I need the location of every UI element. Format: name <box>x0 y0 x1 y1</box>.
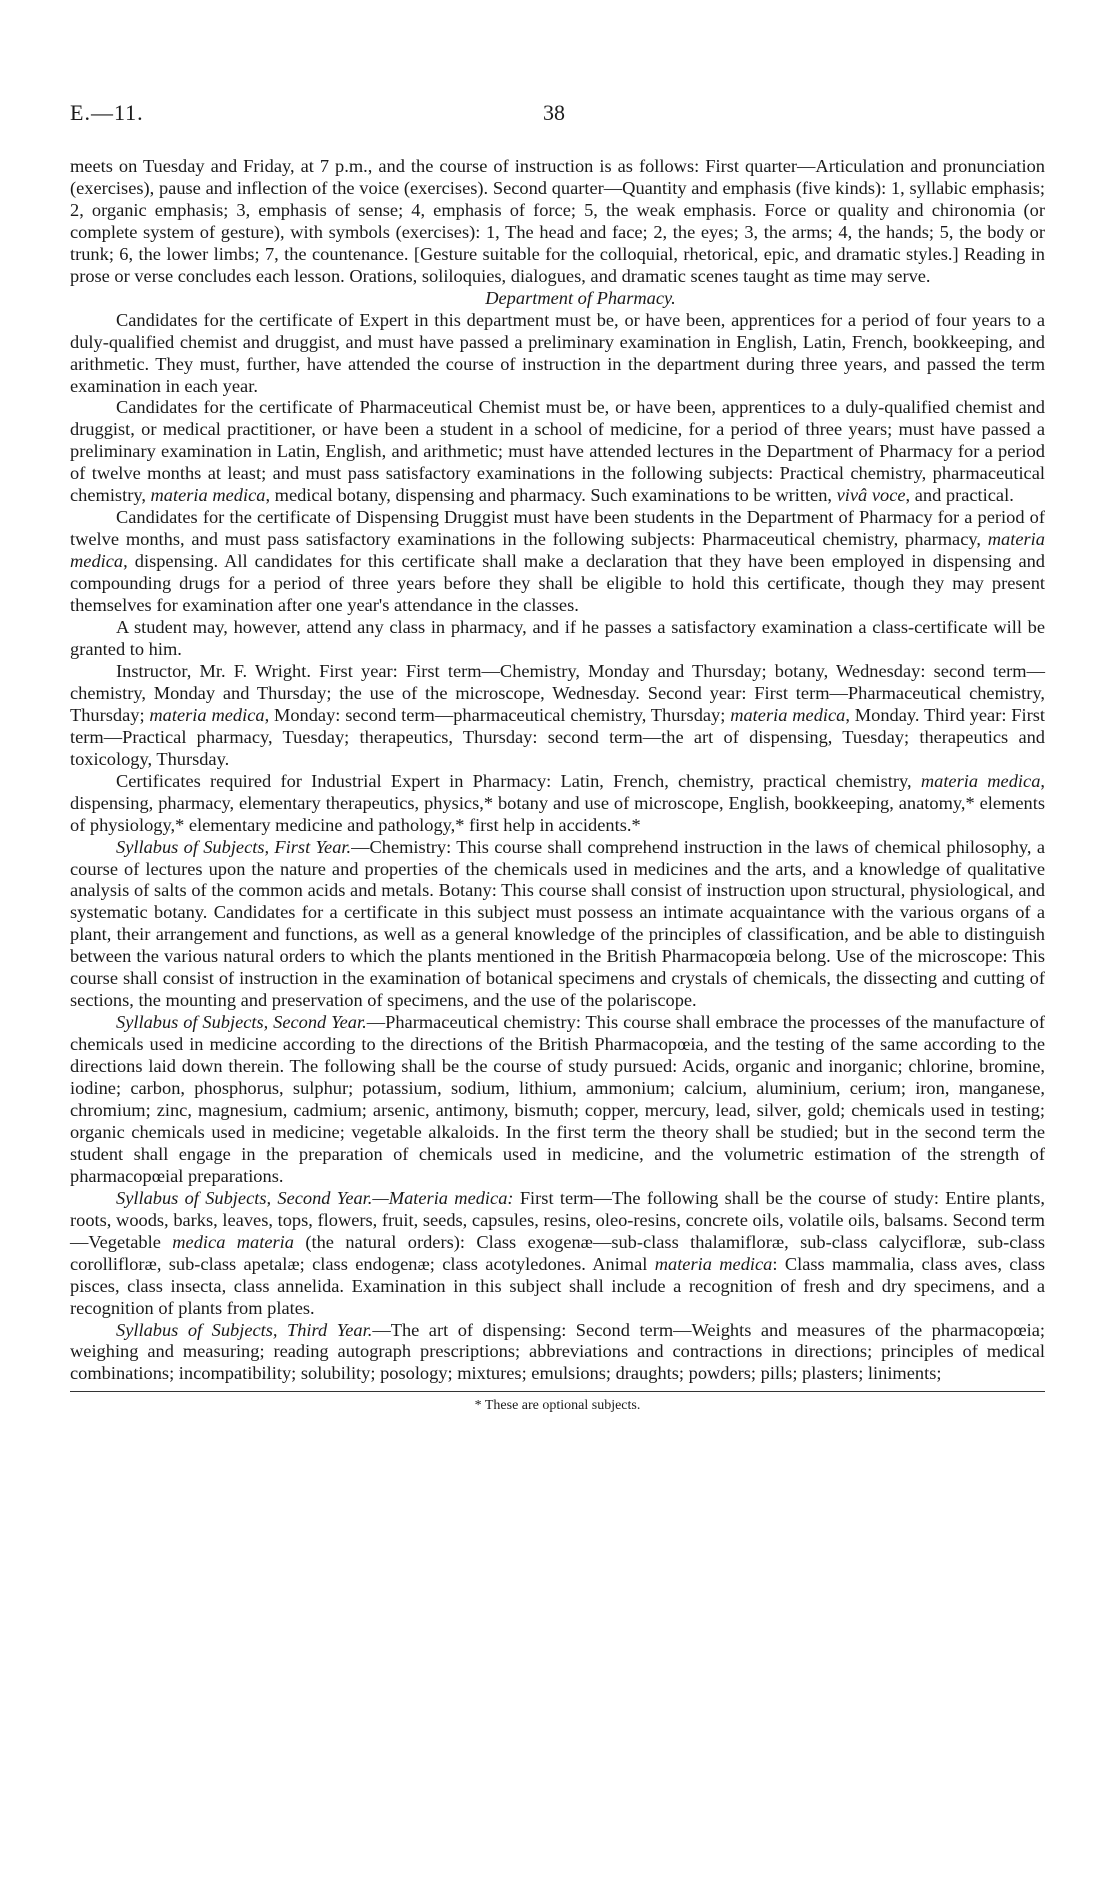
text-run: (the natural orders): Class exogenæ—sub-class thalamifloræ, sub-class calycifloræ, sub-class corollifloræ, sub-class apetalæ; class endogenæ; class acotyledones. Animal <box>70 1231 1045 1274</box>
text-run: , Monday: second term—pharmaceutical chemistry, Thursday; <box>264 704 731 725</box>
italic-run: materia medica <box>654 1253 773 1274</box>
text-run: Candidates for the certificate of Pharmaceutical Chemist must be, or have been, apprentices to a duly-qualified chemist and druggist, or medical practitioner, or have been a student in a school of medicine, for a period of three years; must have passed a preliminary examination in Latin, English, and arithmetic; must have attended lectures in the Department of Pharmacy for a period of twelve months at least; and must pass satisfactory examinations in the following subjects: Practical chemistry, pharmaceutical chemistry, <box>70 397 1045 506</box>
italic-run: materia medica <box>920 770 1041 791</box>
italic-run: materia medica <box>730 704 846 725</box>
page-header <box>70 100 1045 144</box>
text-run: —The art of dispensing: Second term—Weights and measures of the pharmacopœia; weighing and measuring; reading autograph prescriptions; abbreviations and contractions in directions; principles of medical combinations; incompatibility; solubility; posology; mixtures; emulsions; draughts; powders; pills; plasters; liniments; <box>70 1319 1045 1384</box>
document-page <box>70 100 1045 1414</box>
text-run: —Pharmaceutical chemistry: This course shall embrace the processes of the manufacture of chemicals used in medicine according to the directions of the British Pharmacopœia, and the testing of the same according to the directions laid down therein. The following shall be the course of study pursued: Acids, organic and inorganic; chlorine, bromine, iodine; carbon, phosphorus, sulphur; potassium, sodium, lithium, ammonium; calcium, aluminium, cerium; iron, manganese, chromium; zinc, magnesium, cadmium; arsenic, antimony, bismuth; copper, mercury, lead, silver, gold; chemicals used in testing; organic chemicals used in medicine; vegetable alkaloids. In the first term the theory shall be studied; but in the second term the student shall engage in the preparation of chemicals used in medicine, and the volumetric estimation of the strength of pharmacopœial preparations. <box>70 1012 1045 1186</box>
italic-run: Syllabus of Subjects, Second Year. <box>116 1012 367 1033</box>
body-text <box>70 156 1045 1385</box>
paragraph-industrial-expert <box>70 771 1045 837</box>
document-reference: E.—11. <box>70 100 144 125</box>
paragraph-instructor-schedule <box>70 661 1045 771</box>
page-number: 38 <box>543 100 565 125</box>
italic-run: medica materia <box>172 1231 294 1252</box>
italic-run: vivâ voce <box>836 485 906 506</box>
text-run: First term—The following shall be the course of study: Entire plants, roots, woods, barks, leaves, tops, flowers, fruit, seeds, capsules, resins, oleo-resins, concrete oils, volatile oils, balsams. Second term—Vegetable <box>70 1187 1045 1252</box>
paragraph-dispensing-druggist <box>70 507 1045 617</box>
paragraph-expert-certificate: Candidates for the certificate of Expert in this department must be, or have been, apprentices for a period of four years to a duly-qualified chemist and druggist, and must have passed a preliminary examination in English, Latin, French, bookkeeping, and arithmetic. They must, further, have attended the course of instruction in the department during three years, and passed the term examination in each year. <box>70 309 1045 396</box>
text-run: Candidates for the certificate of Dispensing Druggist must have been students in the Department of Pharmacy for a period of twelve months, and must pass satisfactory examinations in the following subjects: Pharmaceutical chemistry, pharmacy, <box>70 507 1045 550</box>
text-run: : Class mammalia, class aves, class pisces, class insecta, class annelida. Examination in this subject shall include a recognition of fresh and dry specimens, and a recognition of plants from plates. <box>70 1253 1045 1318</box>
paragraph-syllabus-second-year-chemistry <box>70 1012 1045 1188</box>
paragraph-pharmaceutical-chemist <box>70 397 1045 507</box>
italic-run: Syllabus of Subjects, First Year. <box>116 836 352 857</box>
paragraph-elocution-continued: meets on Tuesday and Friday, at 7 p.m., and the course of instruction is as follows: First quarter—Articulation and pronunciation (exercises), pause and inflection of the voice (exercises). Second quarter—Quantity and emphasis (five kinds): 1, syllabic emphasis; 2, organic emphasis; 3, emphasis of sense; 4, emphasis of force; 5, the weak emphasis. Force or quality and chironomia (or complete system of gesture), with symbols (exercises): 1, The head and face; 2, the eyes; 3, the arms; 4, the hands; 5, the body or trunk; 6, the lower limbs; 7, the countenance. [Gesture suitable for the colloquial, rhetorical, epic, and dramatic styles.] Reading in prose or verse concludes each lesson. Orations, soliloquies, dialogues, and dramatic scenes taught as time may serve. <box>70 156 1045 286</box>
italic-run: Syllabus of Subjects, Third Year. <box>116 1319 373 1340</box>
text-run: Instructor, Mr. F. Wright. First year: First term—Chemistry, Monday and Thursday; botany, Wednesday: second term—chemistry, Monday and Thursday; the use of the microscope, Wednesday. Second year: First term—Pharmaceutical chemistry, Thursday; <box>70 660 1045 725</box>
italic-run: materia medica <box>149 704 265 725</box>
italic-run: materia medica <box>150 485 266 506</box>
text-run: , and practical. <box>905 485 1014 506</box>
text-run: —Chemistry: This course shall comprehend instruction in the laws of chemical philosophy, a course of lectures upon the nature and properties of the chemicals used in medicines and the arts, and a knowledge of qualitative analysis of salts of the common acids and metals. Botany: This course shall consist of instruction upon structural, physiological, and systematic botany. Candidates for a certificate in this subject must possess an intimate acquaintance with the various organs of a plant, their arrangement and functions, as well as a general knowledge of the principles of classification, and be able to distinguish between the various natural orders to which the plants mentioned in the British Pharmacopœia belong. Use of the microscope: This course shall consist of instruction in the examination of botanical specimens and crystals of chemicals, the dissecting and cutting of sections, the mounting and preservation of specimens, and the use of the polariscope. <box>70 836 1045 1011</box>
paragraph-syllabus-first-year <box>70 837 1045 1013</box>
italic-run: materia medica <box>70 529 1045 572</box>
text-run: , medical botany, dispensing and pharmacy. Such examinations to be written, <box>265 485 837 506</box>
paragraph-syllabus-third-year <box>70 1320 1045 1386</box>
footnote: * These are optional subjects. <box>474 1398 641 1414</box>
paragraph-syllabus-second-year-materia-medica <box>70 1188 1045 1320</box>
text-run: , Monday. Third year: First term—Practical pharmacy, Tuesday; therapeutics, Thursday: second term—the art of dispensing, Tuesday; therapeutics and toxicology, Thursday. <box>70 704 1045 769</box>
text-run: , dispensing, pharmacy, elementary therapeutics, physics,* botany and use of microscope, English, bookkeeping, anatomy,* elements of physiology,* elementary medicine and pathology,* first help in accidents.* <box>70 770 1045 835</box>
section-heading-pharmacy: Department of Pharmacy. <box>485 287 676 308</box>
paragraph-class-certificate: A student may, however, attend any class in pharmacy, and if he passes a satisfactory examination a class-certificate will be granted to him. <box>70 617 1045 659</box>
text-run: , dispensing. All candidates for this certificate shall make a declaration that they have been employed in dispensing and compounding drugs for a period of three years before they shall be eligible to hold this certificate, though they may present themselves for examination after one year's attendance in the classes. <box>70 551 1045 616</box>
text-run: Certificates required for Industrial Expert in Pharmacy: Latin, French, chemistry, practical chemistry, <box>116 770 921 791</box>
footnote-divider <box>70 1391 1045 1392</box>
italic-run: Syllabus of Subjects, Second Year.—Materia medica: <box>116 1187 514 1208</box>
